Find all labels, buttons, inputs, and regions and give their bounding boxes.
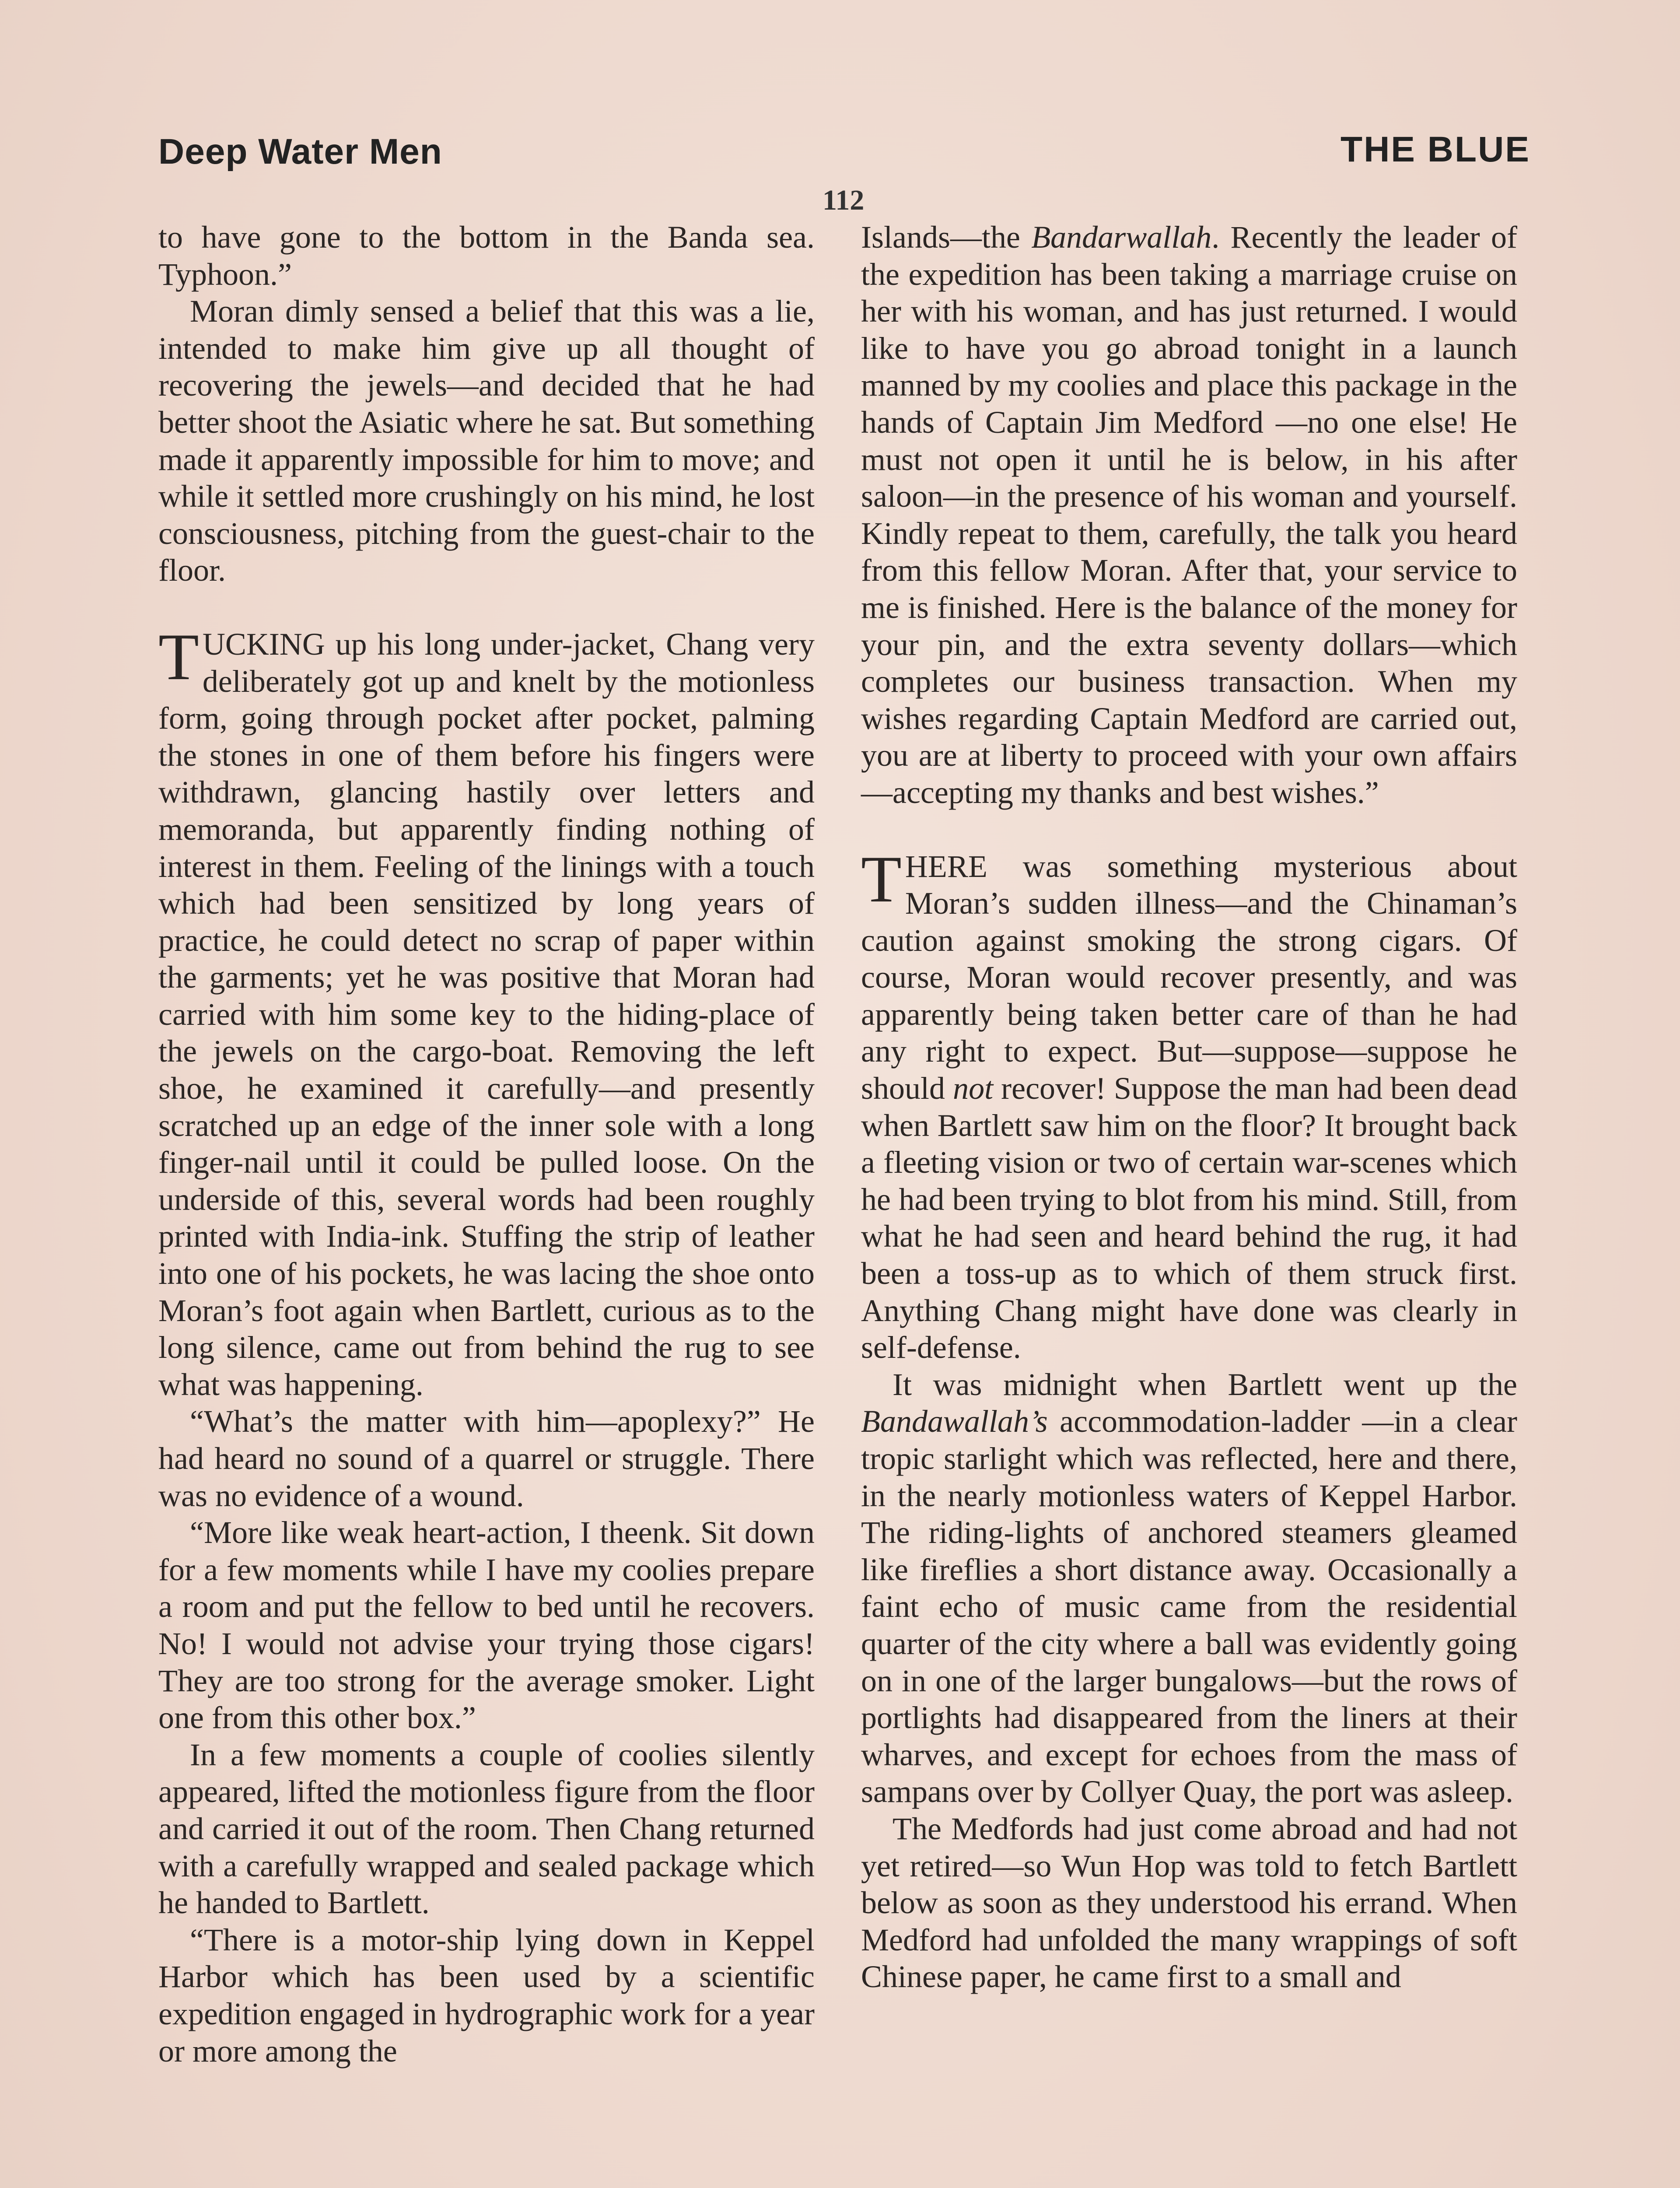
paragraph-text: to have gone to the bottom in the Banda sea. Typhoon.” — [158, 220, 815, 292]
paragraph-text: “More like weak heart-action, I theenk. Sit down for a few moments while I have my coolies prepare a room and put the fellow to bed until he recovers. No! I would not advise your trying those cigars! They are too strong for the average smoker. Light one from this other box.” — [158, 1515, 815, 1736]
paragraph-text: Islands—the Bandarwallah. Recently the leader of the expedition has been taking a marriage cruise on her with his woman, and has just returned. I would like to have you go abroad tonight in a launch manned by my coolies and place this package in the hands of Captain Jim Medford —no one else! He must not open it until he is below, in his after saloon—in the presence of his woman and yourself. Kindly repeat to them, carefully, the talk you heard from this fellow Moran. After that, your service to me is finished. Here is the balance of the money for your pin, and the extra seventy dollars—which completes our business transaction. When my wishes regarding Captain Medford are carried out, you are at liberty to proceed with your own affairs—accepting my thanks and best wishes.” — [861, 220, 1517, 810]
paragraph — [158, 1922, 815, 2069]
running-head-magazine-title: THE BLUE — [1340, 130, 1530, 169]
paragraph-text: “There is a motor-ship lying down in Keppel Harbor which has been used by a scientific expedition engaged in hydrographic work for a year or more among the — [158, 1922, 815, 2069]
paragraph — [861, 1366, 1517, 1810]
paragraph — [158, 1736, 815, 1922]
paragraph-text: HERE was something mysterious about Moran’s sudden illness—and the Chinaman’s caution against smoking the strong cigars. Of course, Moran would recover presently, and was apparently being taken better care of than he had any right to expect. But—suppose—suppose he should not recover! Suppose the man had been dead when Bartlett saw him on the floor? It brought back a fleeting vision or two of certain war-scenes which he had been trying to blot from his mind. Still, from what he had seen and heard behind the rug, it had been a toss-up as to which of them struck first. Anything Chang might have done was clearly in self-defense. — [861, 849, 1517, 1365]
left-text-column — [158, 219, 815, 2069]
paragraph — [158, 1514, 815, 1736]
paragraph — [158, 620, 815, 1403]
paragraph-text: The Medfords had just come abroad and had not yet retired—so Wun Hop was told to fetch Bartlett below as soon as they understood his errand. When Medford had unfolded the many wrappings of soft Chinese paper, he came first to a small and — [861, 1811, 1517, 1995]
paragraph-text: UCKING up his long under-jacket, Chang very deliberately got up and knelt by the motionless form, going through pocket after pocket, palming the stones in one of them before his fingers were withdrawn, glancing hastily over letters and memoranda, but apparently finding nothing of interest in them. Feeling of the linings with a touch which had been sensitized by long years of practice, he could detect no scrap of paper within the garments; yet he was positive that Moran had carried with him some key to the hiding-place of the jewels on the cargo-boat. Removing the left shoe, he examined it carefully—and presently scratched up an edge of the inner sole with a long finger-nail until it could be pulled loose. On the underside of this, several words had been roughly printed with India-ink. Stuffing the strip of leather into one of his pockets, he was lacing the shoe onto Moran’s foot again when Bartlett, curious as to the long silence, came out from behind the rug to see what was happening. — [158, 626, 815, 1402]
paragraph — [861, 1810, 1517, 1995]
paragraph-text: “What’s the matter with him—apoplexy?” He had heard no sound of a quarrel or struggle. There was no evidence of a wound. — [158, 1404, 815, 1513]
paragraph — [861, 219, 1517, 811]
right-text-column — [861, 219, 1517, 1995]
paragraph-text: It was midnight when Bartlett went up the Bandawallah’s accommodation-ladder —in a clear tropic starlight which was reflected, here and there, in the nearly motionless waters of Keppel Harbor. The riding-lights of anchored steamers gleamed like fireflies a short distance away. Occasionally a faint echo of music came from the residential quarter of the city where a ball was evidently going on in one of the larger bungalows—but the rows of portlights had disappeared from the liners at their wharves, and except for echoes from the mass of sampans over by Collyer Quay, the port was asleep. — [861, 1367, 1517, 1809]
paragraph — [158, 293, 815, 589]
page-number: 112 — [822, 184, 864, 216]
running-head-story-title: Deep Water Men — [158, 132, 442, 172]
paragraph — [158, 219, 815, 293]
drop-cap: T — [158, 620, 199, 694]
paragraph — [861, 842, 1517, 1366]
paragraph-text: In a few moments a couple of coolies silently appeared, lifted the motionless figure from the floor and carried it out of the room. Then Chang returned with a carefully wrapped and sealed package which he handed to Bartlett. — [158, 1737, 815, 1921]
paragraph-text: Moran dimly sensed a belief that this was a lie, intended to make him give up all thought of recovering the jewels—and decided that he had better shoot the Asiatic where he sat. But something made it apparently impossible for him to move; and while it settled more crushingly on his mind, he lost consciousness, pitching from the guest-chair to the floor. — [158, 294, 815, 588]
drop-cap: T — [861, 842, 902, 916]
paragraph — [158, 1403, 815, 1514]
